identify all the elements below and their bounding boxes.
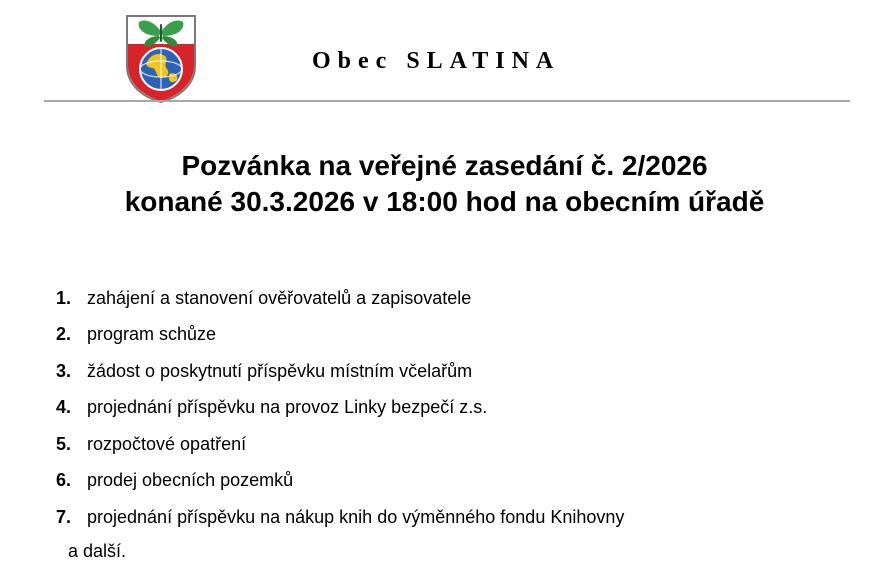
globe-icon — [140, 48, 182, 90]
agenda-item-number: 4. — [56, 397, 72, 418]
agenda-more-note: a další. — [68, 541, 127, 561]
agenda-item — [56, 426, 856, 463]
coat-of-arms-icon — [125, 14, 197, 104]
agenda-item-number: 7. — [56, 506, 72, 527]
agenda-item-number: 3. — [56, 360, 72, 381]
agenda-item-number: 5. — [56, 433, 72, 454]
agenda-item — [56, 353, 856, 390]
agenda-item — [56, 390, 856, 427]
header-divider — [44, 100, 850, 102]
agenda-item-text: projednání příspěvku na nákup knih do výměnného fondu Knihovny — [87, 506, 625, 527]
title-line-1: Pozvánka na veřejné zasedání č. 2/2026 — [181, 150, 708, 181]
agenda-item-text: projednání příspěvku na provoz Linky bezpečí z.s. — [87, 397, 488, 418]
document-title — [0, 148, 889, 220]
agenda-item-text: prodej obecních pozemků — [87, 470, 294, 491]
document-header — [0, 0, 889, 106]
agenda-item — [56, 317, 856, 354]
agenda-item-number: 6. — [56, 470, 72, 491]
agenda-item-text: program schůze — [87, 324, 217, 345]
agenda-item-text: zahájení a stanovení ověřovatelů a zapisovatele — [87, 287, 472, 308]
agenda-item — [56, 463, 856, 500]
agenda-item — [56, 280, 856, 317]
agenda-item-text: žádost o poskytnutí příspěvku místním včelařům — [87, 360, 473, 381]
agenda-item-text: rozpočtové opatření — [87, 433, 247, 454]
agenda-item-number: 1. — [56, 287, 72, 308]
agenda-item — [56, 499, 856, 536]
municipality-name: Obec SLATINA — [312, 48, 561, 74]
agenda-item-number: 2. — [56, 324, 72, 345]
title-line-2: konané 30.3.2026 v 18:00 hod na obecním úřadě — [124, 186, 765, 217]
agenda-list — [56, 280, 856, 536]
